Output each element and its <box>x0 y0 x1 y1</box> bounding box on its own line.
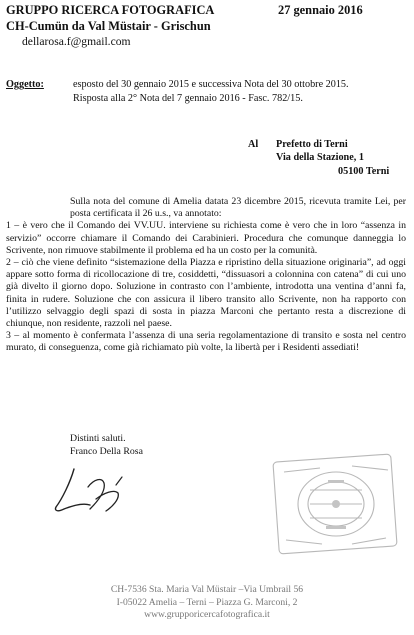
recipient-city: 05100 Terni <box>338 166 390 177</box>
organization-location: CH-Cumün da Val Müstair - Grischun <box>6 19 211 33</box>
closing-block <box>70 433 143 458</box>
letter-date: 27 gennaio 2016 <box>278 3 363 17</box>
subject-line-1: esposto del 30 gennaio 2015 e successiva Nota del 30 ottobre 2015. <box>73 79 349 90</box>
subject-line-2: Risposta alla 2° Nota del 7 gennaio 2016 - Fasc. 782/15. <box>73 93 303 104</box>
body-point-1: 1 – è vero che il Comando dei VV.UU. interviene su richiesta come è vero che in loro “assenza in servizio” occorre chiamare il Comando dei Carabinieri. Procedura che comunque danneggia lo Scrivente, non rimuove stabilmente il problema ed ha un costo per la comunità. <box>6 220 406 256</box>
letter-footer <box>0 584 414 622</box>
body-point-3: 3 – al momento è confermata l’assenza di una seria regolamentazione di transito e sosta nel centro murato, di conseguenza, come già richiamato più volte, la libertà per i Residenti assediati! <box>6 330 406 354</box>
footer-address-ch: CH-7536 Sta. Maria Val Müstair –Via Umbrail 56 <box>110 584 304 595</box>
organization-email[interactable]: dellarosa.f@gmail.com <box>22 35 131 48</box>
organization-name: GRUPPO RICERCA FOTOGRAFICA <box>6 3 215 17</box>
recipient-al: Al <box>248 139 259 150</box>
signer-name: Franco Della Rosa <box>70 445 143 457</box>
closing-salutation: Distinti saluti. <box>70 433 126 444</box>
handwritten-signature <box>44 465 144 525</box>
subject-label: Oggetto: <box>6 79 44 90</box>
body-intro: Sulla nota del comune di Amelia datata 23 dicembre 2015, ricevuta tramite Lei, per posta certificata il 26 u.s., va annotato: <box>70 196 406 220</box>
footer-address-it: I-05022 Amelia – Terni – Piazza G. Marconi, 2 <box>116 596 298 608</box>
official-stamp <box>270 450 400 560</box>
letter-body <box>6 196 406 355</box>
recipient-street: Via della Stazione, 1 <box>276 152 364 163</box>
body-point-2: 2 – ciò che viene definito “sistemazione della Piazza e ripristino della situazione originaria”, ad oggi appare sotto forma di ricollocazione di tre, cosiddetti, “dissuasori a colonnina con catena” di cui uno già divelto il giorno dopo. Soluzione in contrasto con l’ambiente, introdotta una ventina d’anni fa, finita in rudere. Soluzione che con assicura il libero transito allo Scrivente, non ha rapporto con l’utilizzo selvaggio degli spazi di sosta in piazza Marconi che pertanto resta a discrezione di chiunque, non residente, razzoli nel paese. <box>6 257 406 330</box>
recipient-name: Prefetto di Terni <box>276 139 348 150</box>
footer-website-link[interactable]: www.grupporicercafotografica.it <box>144 609 270 621</box>
